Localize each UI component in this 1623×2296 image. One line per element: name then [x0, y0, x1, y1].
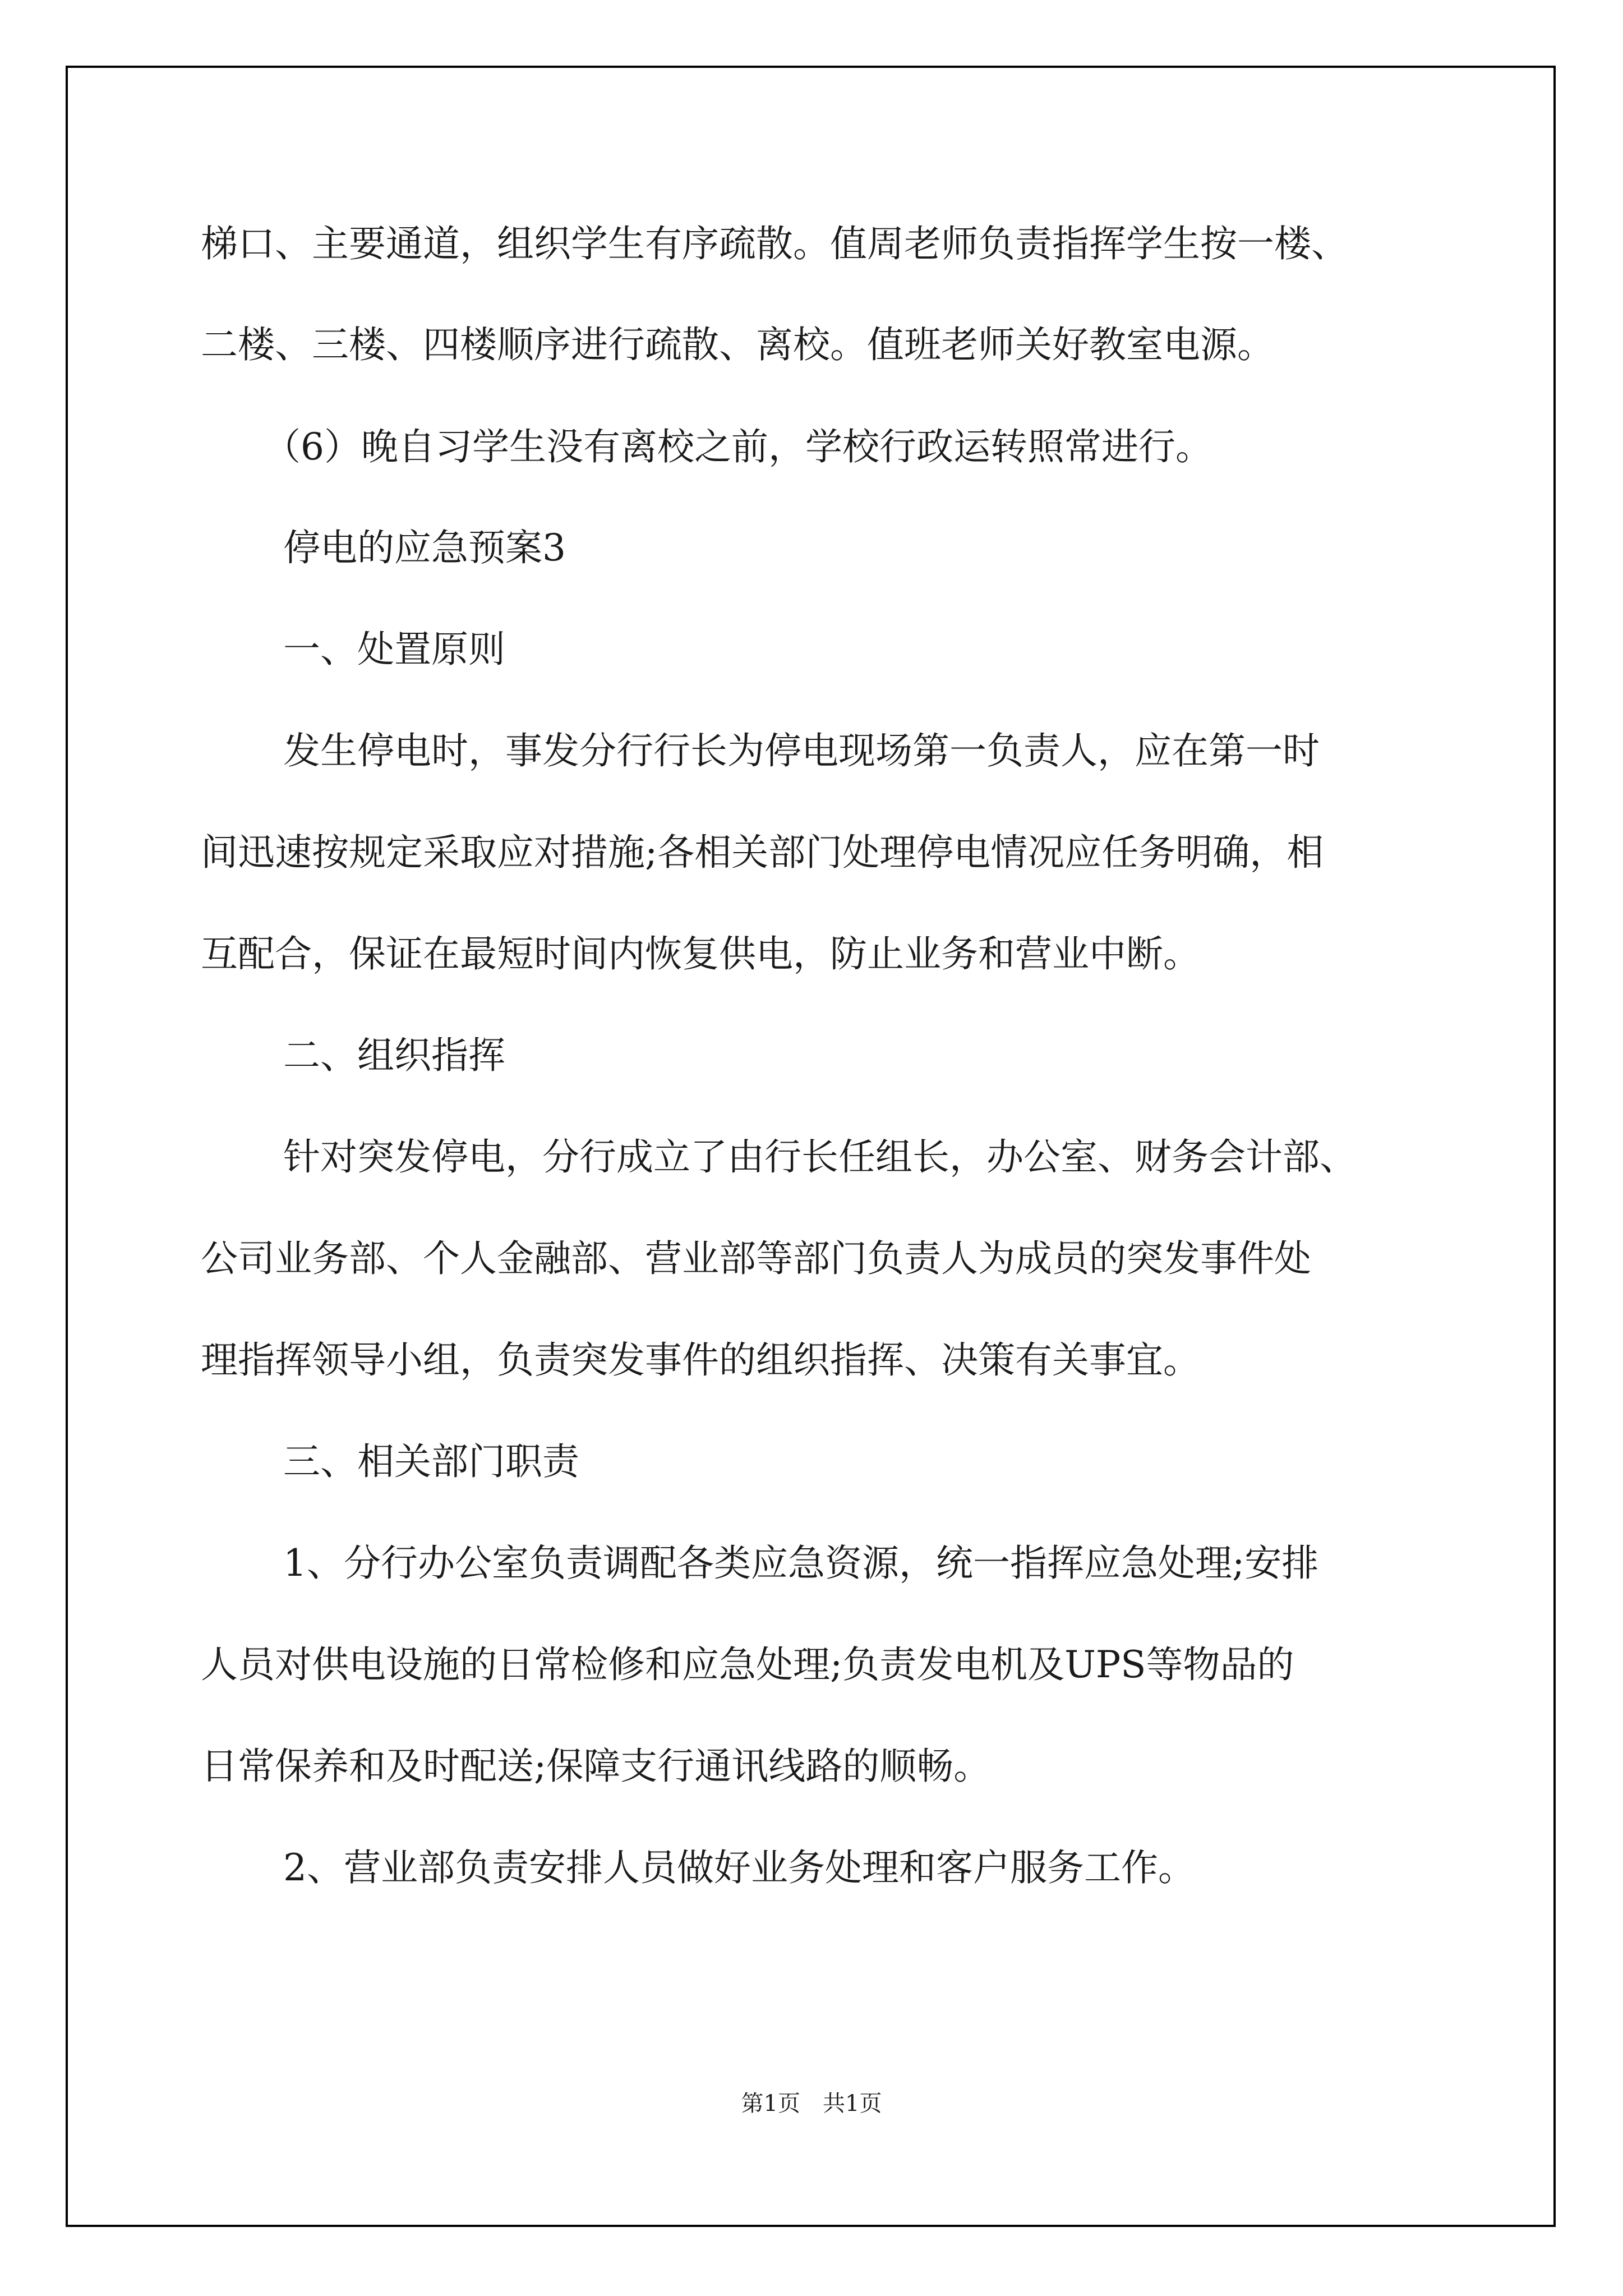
body-text-line: 人员对供电设施的日常检修和应急处理;负责发电机及UPS等物品的	[201, 1643, 1294, 1686]
body-text-line: （6）晚自习学生没有离校之前，学校行政运转照常进行。	[264, 425, 1212, 468]
section-heading: 三、相关部门职责	[283, 1440, 579, 1483]
body-text-line: 梯口、主要通道，组织学生有序疏散。值周老师负责指挥学生按一楼、	[201, 222, 1348, 265]
body-text-line: 发生停电时，事发分行行长为停电现场第一负责人，应在第一时	[283, 729, 1320, 772]
body-text-line: 2、营业部负责安排人员做好业务处理和客户服务工作。	[283, 1846, 1195, 1889]
section-title: 停电的应急预案3	[283, 526, 566, 569]
body-text-line: 理指挥领导小组，负责突发事件的组织指挥、决策有关事宜。	[201, 1338, 1200, 1382]
body-text-line: 二楼、三楼、四楼顺序进行疏散、离校。值班老师关好教室电源。	[201, 323, 1274, 366]
body-text-line: 互配合，保证在最短时间内恢复供电，防止业务和营业中断。	[201, 932, 1200, 976]
body-text-line: 日常保养和及时配送;保障支行通讯线路的顺畅。	[201, 1745, 991, 1788]
body-text-line: 间迅速按规定采取应对措施;各相关部门处理停电情况应任务明确，相	[201, 831, 1324, 874]
section-heading: 一、处置原则	[283, 628, 505, 671]
page-footer: 第1页 共1页	[741, 2091, 882, 2116]
body-text-line: 针对突发停电，分行成立了由行长任组长，办公室、财务会计部、	[283, 1135, 1357, 1179]
body-text-line: 公司业务部、个人金融部、营业部等部门负责人为成员的突发事件处	[201, 1237, 1311, 1280]
section-heading: 二、组织指挥	[283, 1034, 505, 1077]
body-text-line: 1、分行办公室负责调配各类应急资源，统一指挥应急处理;安排	[283, 1542, 1319, 1585]
